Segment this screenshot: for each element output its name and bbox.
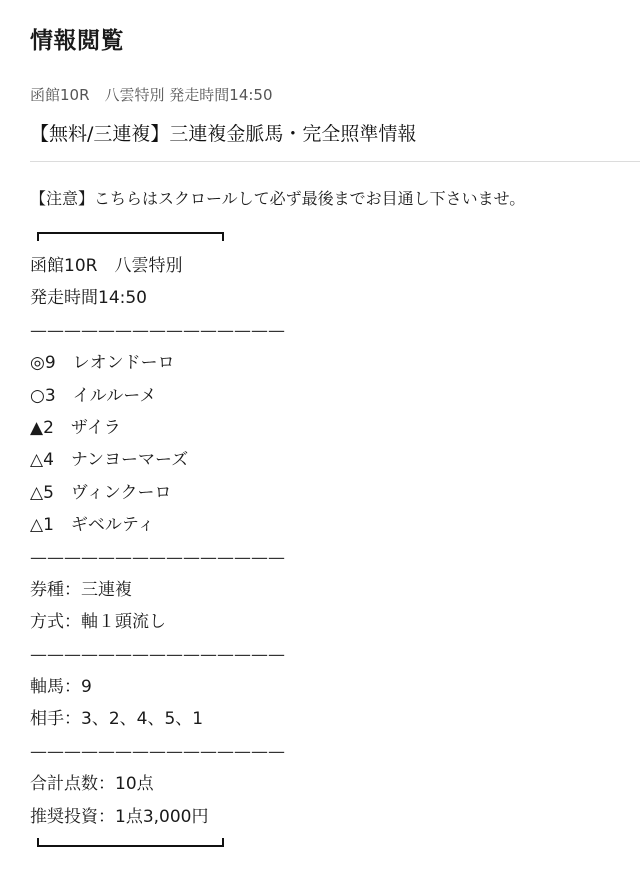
pick-line-tanana: ▲2 ザイラ — [30, 417, 121, 438]
separator-line: ——————————————— — [30, 547, 285, 568]
bet-type-line: 券種：三連複 — [30, 579, 132, 600]
pick-line-renka: △1 ギベルティ — [30, 515, 155, 536]
bracket-top-decoration — [37, 232, 224, 241]
separator-line: ——————————————— — [30, 320, 285, 341]
separator-line: ——————————————— — [30, 741, 285, 762]
bet-method-line: 方式：軸１頭流し — [30, 612, 166, 633]
recommended-investment-line: 推奨投資：1点3,000円 — [30, 806, 209, 827]
header-divider — [30, 161, 640, 162]
race-name-line: 函館10R 八雲特別 — [30, 256, 183, 276]
pick-line-renka: △5 ヴィンクーロ — [30, 482, 172, 503]
pick-line-honmei: ◎9 レオンドーロ — [30, 353, 175, 374]
total-points-line: 合計点数：10点 — [30, 774, 154, 795]
partner-horses-line: 相手：3、2、4、5、1 — [30, 709, 204, 730]
article-title: 【無料/三連複】三連複金脈馬・完全照準情報 — [30, 123, 417, 145]
bracket-bottom-decoration — [37, 838, 224, 847]
pick-line-taikou: ○3 イルルーメ — [30, 385, 157, 406]
pick-line-renka: △4 ナンヨーマーズ — [30, 450, 189, 471]
race-meta: 函館10R 八雲特別 発走時間14:50 — [30, 86, 273, 104]
axis-horse-line: 軸馬：9 — [30, 677, 92, 698]
prediction-content — [30, 250, 610, 833]
separator-line: ——————————————— — [30, 644, 285, 665]
post-time-line: 発走時間14:50 — [30, 288, 147, 309]
page-title: 情報閲覧 — [30, 28, 124, 54]
notice-text: 【注意】こちらはスクロールして必ず最後までお目通し下さいませ。 — [30, 189, 526, 208]
